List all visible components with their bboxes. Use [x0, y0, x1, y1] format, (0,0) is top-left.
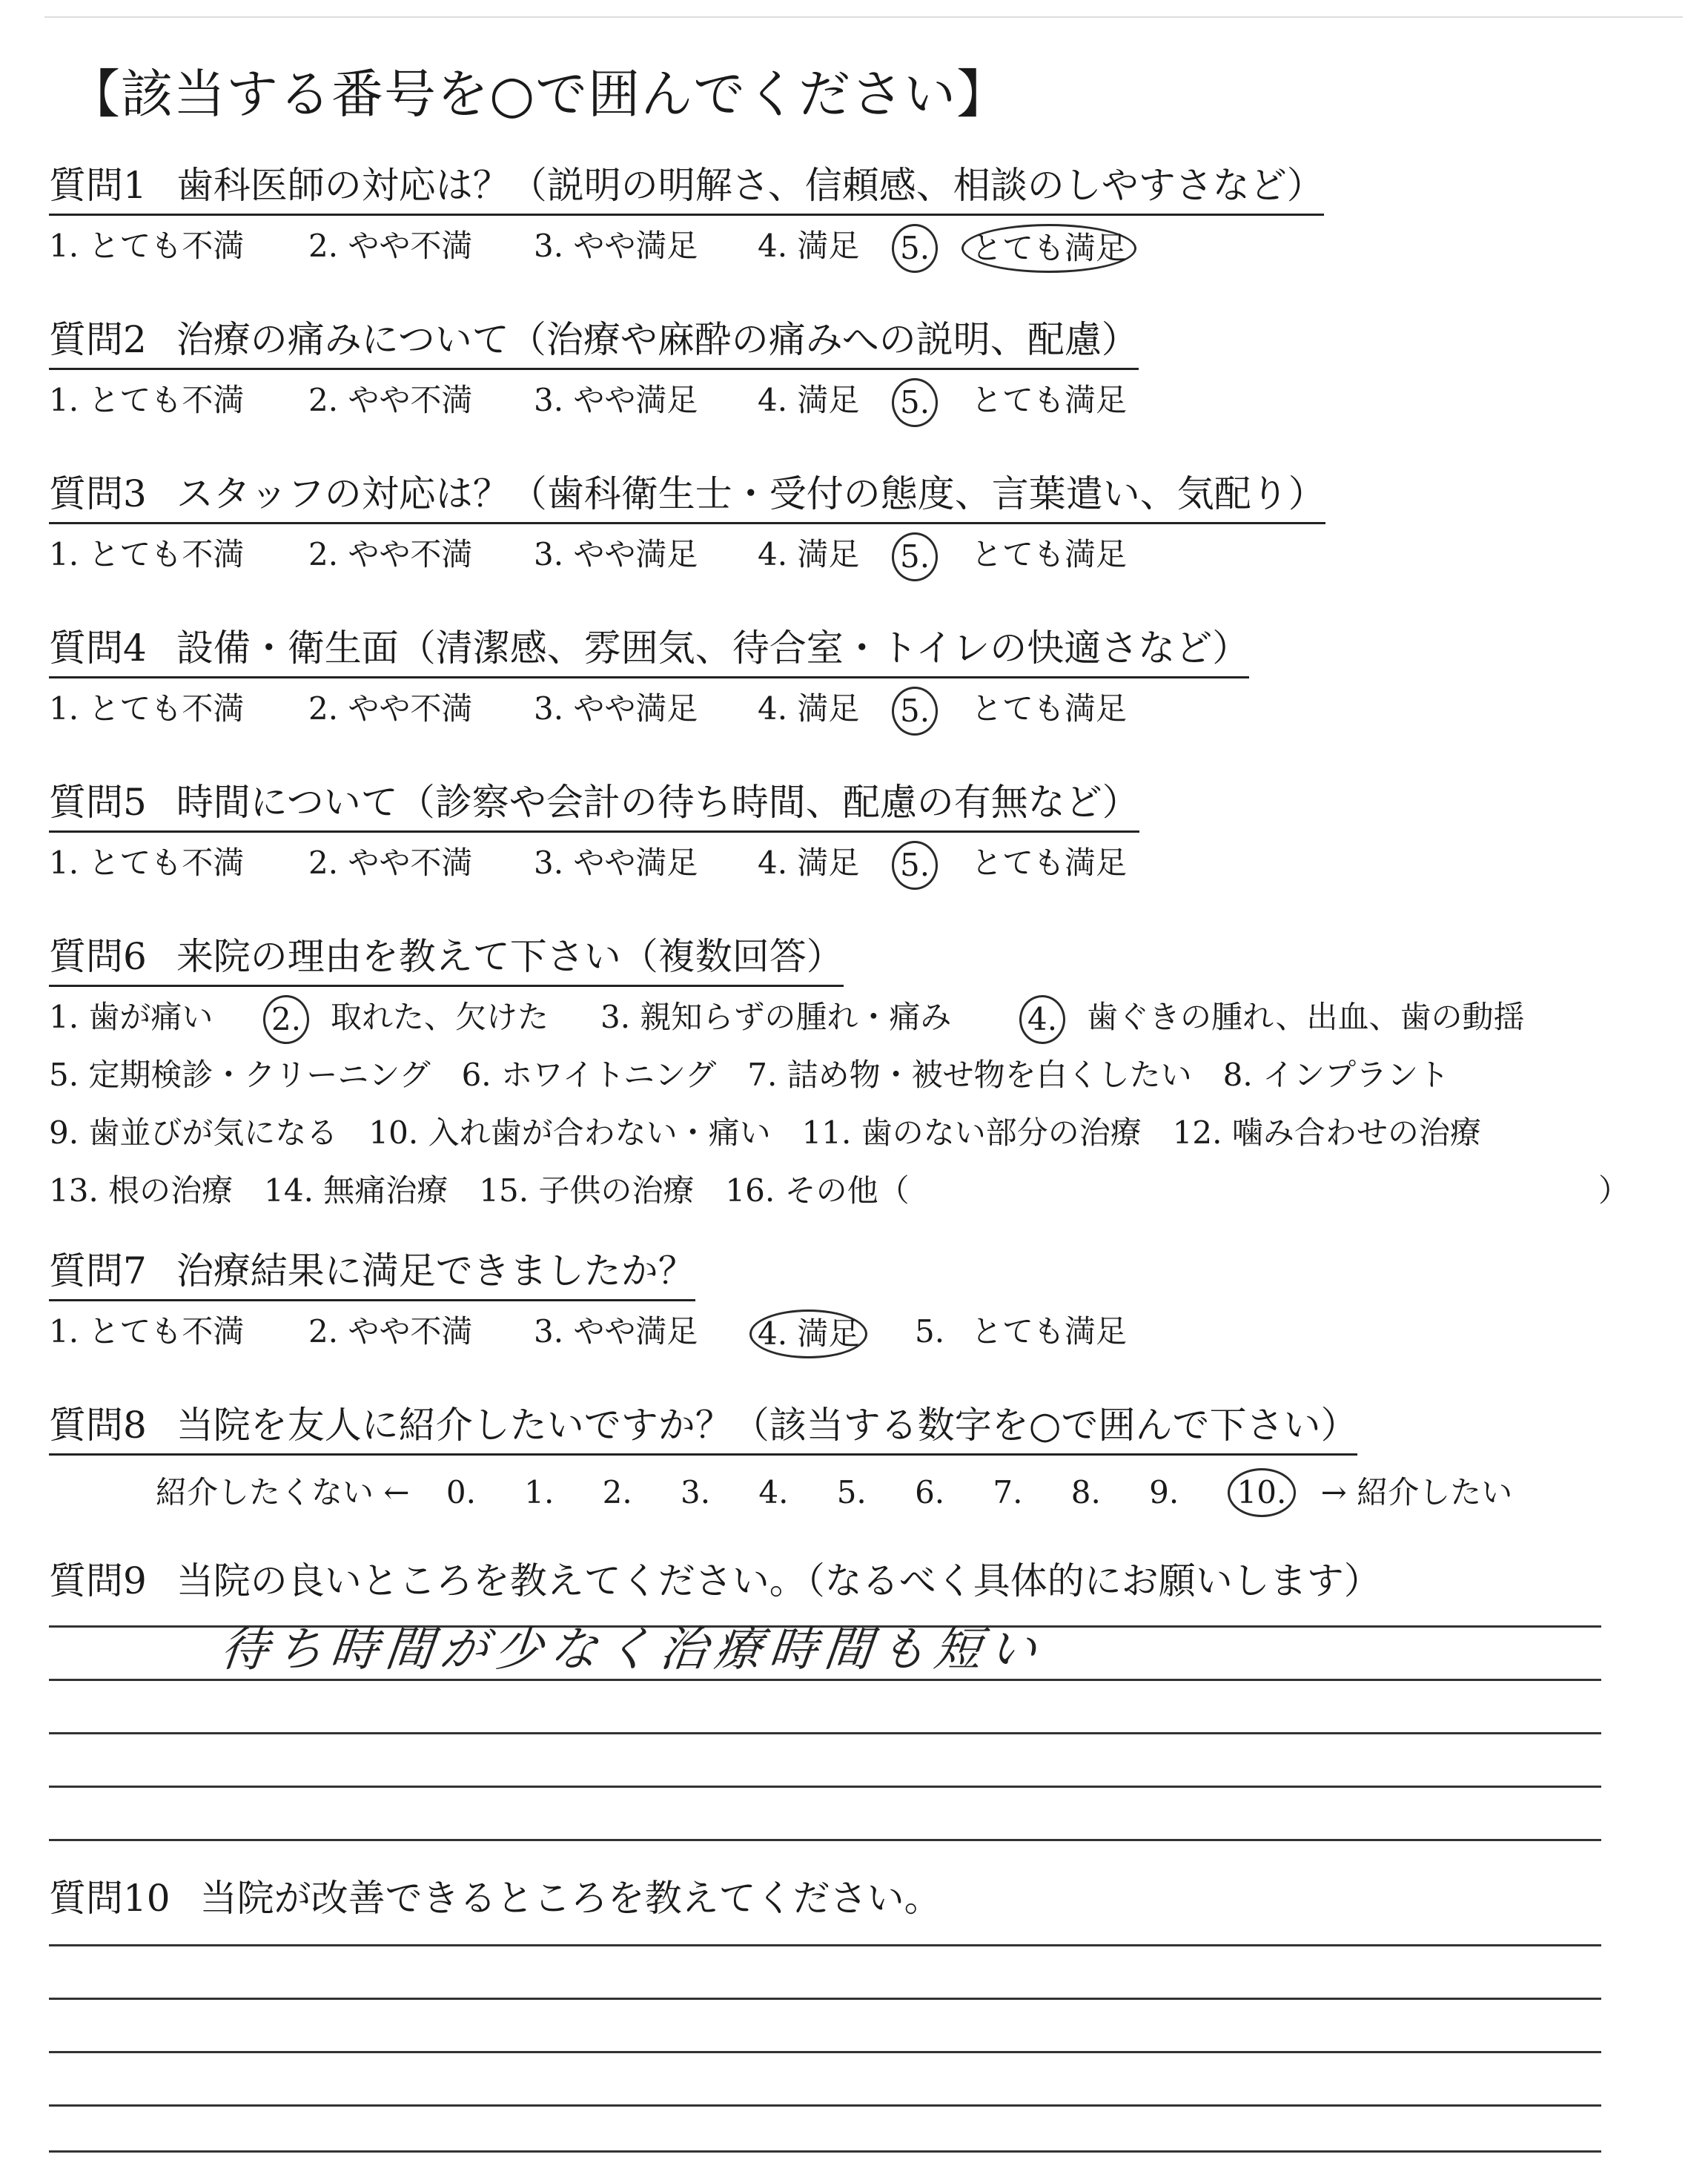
option-4[interactable]: 4. 満足: [758, 690, 860, 727]
scan-top-border: [44, 16, 1683, 18]
question-number: 質問8: [49, 1404, 147, 1447]
option-5-label[interactable]: とても満足: [971, 1313, 1128, 1350]
scale-5[interactable]: 5.: [836, 1474, 867, 1510]
question-text: 来院の理由を教えて下さい（複数回答）: [176, 935, 844, 978]
option-5-label[interactable]: とても満足: [971, 382, 1128, 418]
option-5-circled[interactable]: 5.: [892, 841, 938, 890]
answer-line: [49, 2104, 1601, 2107]
scale-4[interactable]: 4.: [758, 1474, 789, 1510]
scale-3[interactable]: 3.: [680, 1474, 711, 1510]
option-1[interactable]: 1. とても不満: [49, 536, 245, 572]
other-close-paren: ）: [1598, 1172, 1630, 1209]
option-1[interactable]: 1. とても不満: [49, 228, 245, 264]
reason-2-circled[interactable]: 2.: [263, 995, 309, 1044]
option-2[interactable]: 2. やや不満: [308, 690, 473, 727]
question-text: スタッフの対応は？（歯科衛生士・受付の態度、言葉遣い、気配り）: [176, 472, 1325, 515]
option-4[interactable]: 4. 満足: [758, 228, 860, 264]
scale-10-circled[interactable]: 10.: [1228, 1468, 1297, 1517]
option-2[interactable]: 2. やや不満: [308, 1313, 473, 1350]
question-number: 質問7: [49, 1249, 147, 1292]
answer-line: [49, 1839, 1601, 1841]
scale-8[interactable]: 8.: [1070, 1474, 1101, 1510]
option-3[interactable]: 3. やや満足: [534, 382, 698, 418]
question-number: 質問10: [49, 1877, 171, 1920]
option-5-circled[interactable]: 5.: [892, 687, 938, 736]
scale-9[interactable]: 9.: [1149, 1474, 1179, 1510]
answer-line: [49, 1732, 1601, 1734]
question-2-title: [49, 316, 1139, 370]
option-1[interactable]: 1. とても不満: [49, 1313, 245, 1350]
option-5-circled[interactable]: 5.: [892, 378, 938, 427]
recommend-scale: [156, 1468, 1512, 1517]
question-10-title: [49, 1875, 941, 1926]
question-text: 時間について（診察や会計の待ち時間、配慮の有無など）: [176, 781, 1139, 824]
scale-2[interactable]: 2.: [602, 1474, 632, 1510]
option-2[interactable]: 2. やや不満: [308, 228, 473, 264]
reason-4-label[interactable]: 歯ぐきの腫れ、出血、歯の動揺: [1087, 999, 1525, 1035]
question-number: 質問4: [49, 627, 147, 670]
option-5-label[interactable]: とても満足: [971, 845, 1128, 881]
option-5-label[interactable]: とても満足: [971, 536, 1128, 572]
reasons-row-2[interactable]: 5. 定期検診・クリーニング 6. ホワイトニング 7. 詰め物・被せ物を白くしたい 8. インプラント: [49, 1057, 1450, 1093]
option-1[interactable]: 1. とても不満: [49, 690, 245, 727]
answer-line: [49, 1998, 1601, 2000]
reasons-row-3[interactable]: 9. 歯並びが気になる 10. 入れ歯が合わない・痛い 11. 歯のない部分の治療 12. 噛み合わせの治療: [49, 1114, 1481, 1151]
question-number: 質問5: [49, 781, 147, 824]
question-4-title: [49, 624, 1249, 678]
reason-1[interactable]: 1. 歯が痛い: [49, 999, 214, 1035]
reason-2-label[interactable]: 取れた、欠けた: [331, 999, 549, 1035]
option-3[interactable]: 3. やや満足: [534, 690, 698, 727]
question-text: 歯科医師の対応は？（説明の明解さ、信頼感、相談のしやすさなど）: [176, 164, 1324, 207]
question-number: 質問3: [49, 472, 147, 515]
option-3[interactable]: 3. やや満足: [534, 845, 698, 881]
question-text: 治療結果に満足できましたか？: [176, 1249, 695, 1292]
option-4[interactable]: 4. 満足: [758, 536, 860, 572]
option-3[interactable]: 3. やや満足: [534, 1313, 698, 1350]
answer-line: [49, 1679, 1601, 1681]
scale-left-label: 紹介したくない ←: [156, 1474, 410, 1510]
question-text: 当院が改善できるところを教えてください。: [199, 1877, 941, 1920]
form-header: 【該当する番号を○で囲んでください】: [68, 64, 1010, 125]
question-1-title: [49, 162, 1324, 216]
question-6-title: [49, 933, 844, 987]
scale-1[interactable]: 1.: [524, 1474, 555, 1510]
question-number: 質問6: [49, 935, 147, 978]
option-1[interactable]: 1. とても不満: [49, 382, 245, 418]
question-number: 質問9: [49, 1559, 147, 1602]
question-text: 当院を友人に紹介したいですか？（該当する数字を○で囲んで下さい）: [176, 1404, 1358, 1447]
answer-line: [49, 1786, 1601, 1788]
question-text: 当院の良いところを教えてください。（なるべく具体的にお願いします）: [176, 1559, 1381, 1602]
answer-line: [49, 1944, 1601, 1946]
question-number: 質問2: [49, 318, 147, 361]
option-5-label[interactable]: とても満足: [971, 690, 1128, 727]
option-2[interactable]: 2. やや不満: [308, 845, 473, 881]
scale-0[interactable]: 0.: [446, 1474, 476, 1510]
option-5-circled[interactable]: 5.: [892, 224, 938, 273]
reason-3[interactable]: 3. 親知らずの腫れ・痛み: [600, 999, 952, 1035]
answer-line: [49, 2051, 1601, 2053]
option-2[interactable]: 2. やや不満: [308, 536, 473, 572]
question-7-title: [49, 1247, 695, 1301]
question-3-title: [49, 470, 1325, 524]
option-4-circled[interactable]: 4. 満足: [749, 1309, 867, 1358]
option-4[interactable]: 4. 満足: [758, 382, 860, 418]
question-9-title: [49, 1557, 1381, 1609]
q9-handwritten-answer[interactable]: 待ち時間が少なく治療時間も短い: [218, 1622, 1047, 1677]
scale-6[interactable]: 6.: [915, 1474, 945, 1510]
scale-right-label: → 紹介したい: [1320, 1474, 1513, 1510]
option-5-label-circled[interactable]: とても満足: [961, 224, 1136, 273]
reasons-row-4-items[interactable]: 13. 根の治療 14. 無痛治療 15. 子供の治療 16. その他（: [49, 1172, 910, 1209]
option-3[interactable]: 3. やや満足: [534, 228, 698, 264]
question-5-title: [49, 779, 1139, 833]
scale-7[interactable]: 7.: [993, 1474, 1023, 1510]
option-5-circled[interactable]: 5.: [892, 532, 938, 581]
question-number: 質問1: [49, 164, 147, 207]
reason-4-circled[interactable]: 4.: [1019, 995, 1065, 1044]
question-text: 治療の痛みについて（治療や麻酔の痛みへの説明、配慮）: [176, 318, 1139, 361]
option-5[interactable]: 5.: [915, 1313, 945, 1350]
option-3[interactable]: 3. やや満足: [534, 536, 698, 572]
question-8-title: [49, 1401, 1357, 1456]
answer-line: [49, 2150, 1601, 2153]
option-4[interactable]: 4. 満足: [758, 845, 860, 881]
option-1[interactable]: 1. とても不満: [49, 845, 245, 881]
option-2[interactable]: 2. やや不満: [308, 382, 473, 418]
question-text: 設備・衛生面（清潔感、雰囲気、待合室・トイレの快適さなど）: [176, 627, 1250, 670]
